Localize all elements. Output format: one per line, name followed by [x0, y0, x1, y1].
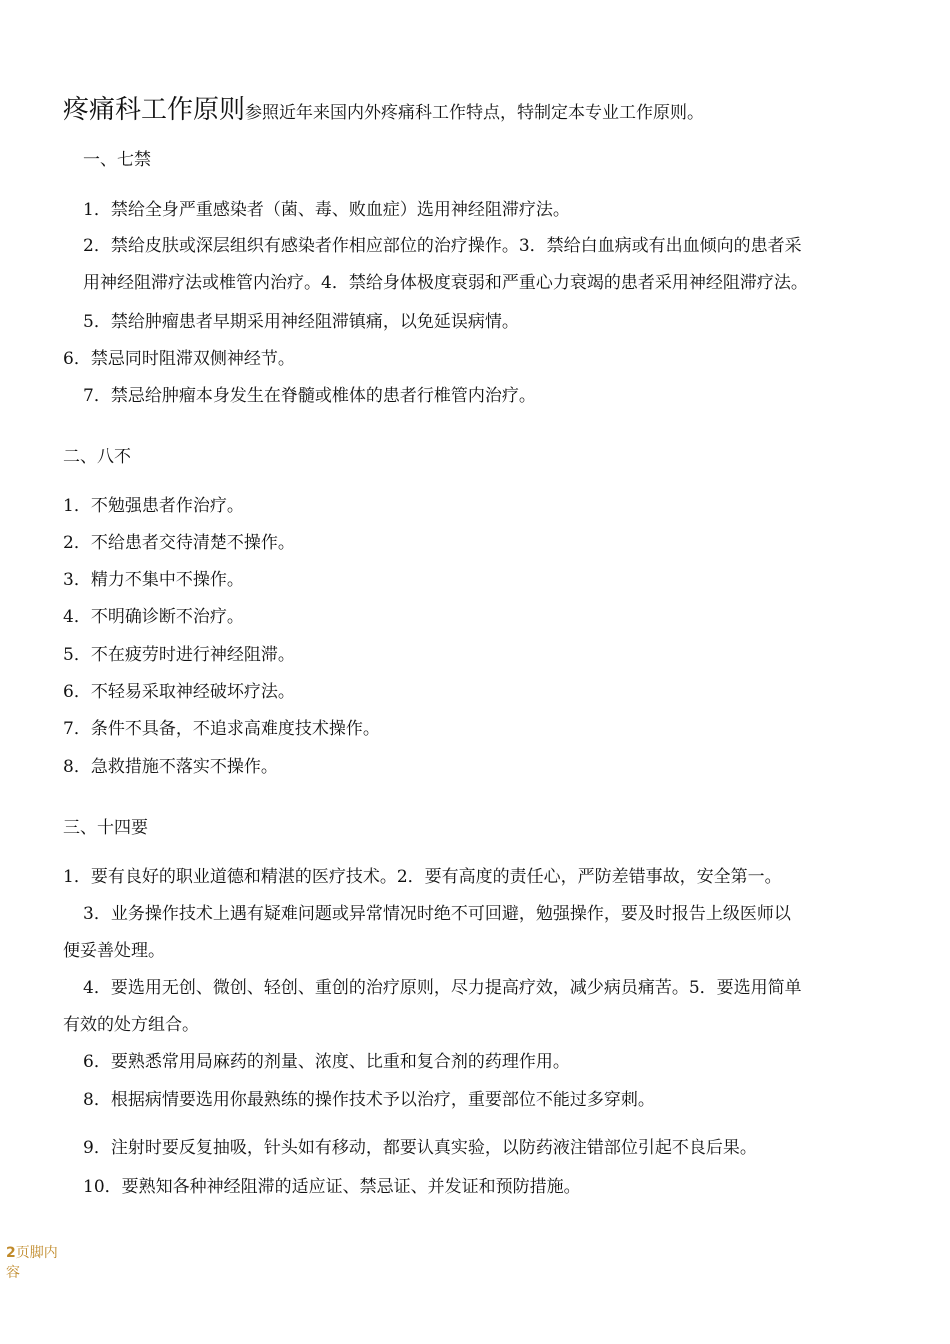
section-3-line: 9．注射时要反复抽吸，针头如有移动，都要认真实验，以防药液注错部位引起不良后果。 [83, 1138, 757, 1158]
section-1-line: 1．禁给全身严重感染者（菌、毒、败血症）选用神经阻滞疗法。 [83, 200, 570, 220]
section-3-line: 8．根据病情要选用你最熟练的操作技术予以治疗，重要部位不能过多穿刺。 [83, 1090, 655, 1110]
footer-page-number: 2 [6, 1245, 16, 1261]
section-3-line: 6．要熟悉常用局麻药的剂量、浓度、比重和复合剂的药理作用。 [83, 1052, 570, 1072]
section-2-line: 1．不勉强患者作治疗。 [63, 496, 244, 516]
section-1-line: 6．禁忌同时阻滞双侧神经节。 [63, 349, 295, 369]
section-1-line: 7．禁忌给肿瘤本身发生在脊髓或椎体的患者行椎管内治疗。 [83, 386, 536, 406]
doc-title: 疼痛科工作原则 [63, 95, 246, 125]
section-2-line: 6．不轻易采取神经破坏疗法。 [63, 682, 295, 702]
section-2-line: 4．不明确诊断不治疗。 [63, 607, 244, 627]
section-3-line: 有效的处方组合。 [63, 1015, 199, 1035]
section-2-line: 8．急救措施不落实不操作。 [63, 757, 278, 777]
doc-intro: 参照近年来国内外疼痛科工作特点，特制定本专业工作原则。 [245, 103, 705, 123]
title-row [63, 94, 704, 129]
section-1-line: 用神经阻滞疗法或椎管内治疗。4．禁给身体极度衰弱和严重心力衰竭的患者采用神经阻滞疗法。 [83, 273, 808, 293]
section-3-line: 1．要有良好的职业道德和精湛的医疗技术。2．要有高度的责任心，严防差错事故，安全第一。 [63, 867, 782, 887]
section-1-line: 5．禁给肿瘤患者早期采用神经阻滞镇痛，以免延误病情。 [83, 312, 519, 332]
section-2-line: 3．精力不集中不操作。 [63, 570, 244, 590]
section-2-line: 7．条件不具备，不追求高难度技术操作。 [63, 719, 380, 739]
section-heading-3: 三、十四要 [63, 818, 148, 838]
section-3-line: 4．要选用无创、微创、轻创、重创的治疗原则，尽力提高疗效，减少病员痛苦。5．要选用简单 [83, 978, 802, 998]
section-2-line: 2．不给患者交待清楚不操作。 [63, 533, 295, 553]
section-2-line: 5．不在疲劳时进行神经阻滞。 [63, 645, 295, 665]
footer-text: 页脚内容 [6, 1245, 58, 1281]
section-3-line: 3．业务操作技术上遇有疑难问题或异常情况时绝不可回避，勉强操作，要及时报告上级医师以 [83, 904, 791, 924]
page-footer [6, 1243, 66, 1283]
section-3-line: 便妥善处理。 [63, 941, 165, 961]
section-heading-1: 一、七禁 [83, 150, 151, 170]
section-heading-2: 二、八不 [63, 447, 131, 467]
section-1-line: 2．禁给皮肤或深层组织有感染者作相应部位的治疗操作。3．禁给白血病或有出血倾向的患者采 [83, 236, 802, 256]
section-3-line: 10．要熟知各种神经阻滞的适应证、禁忌证、并发证和预防措施。 [83, 1177, 581, 1197]
